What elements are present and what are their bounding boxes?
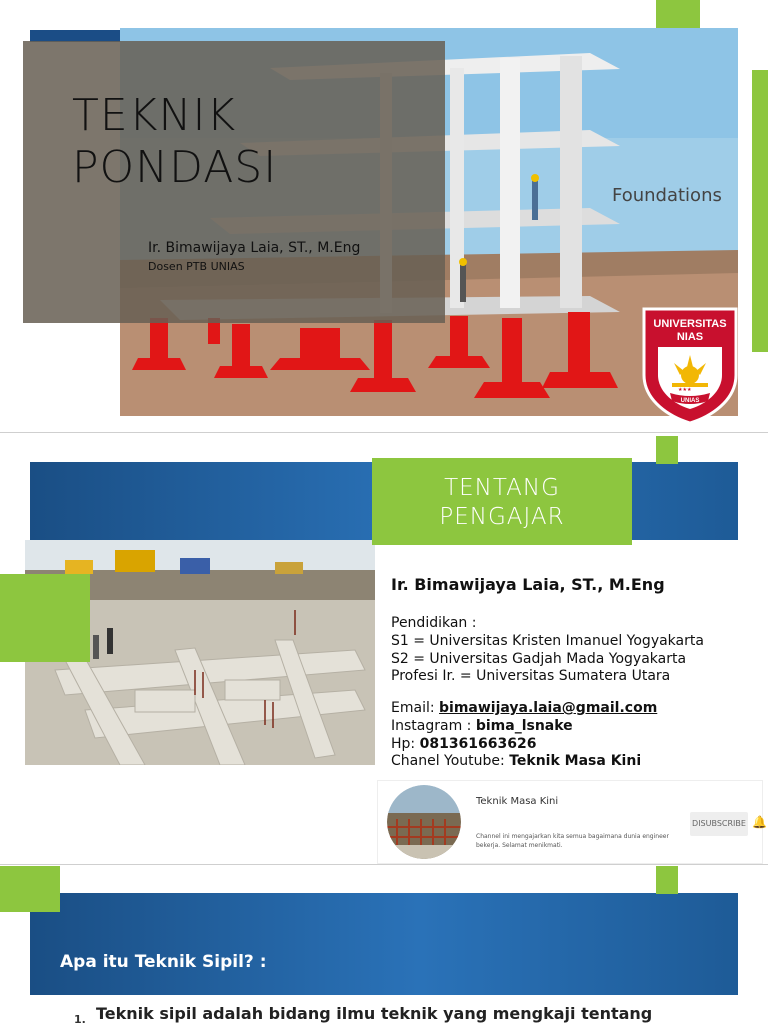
section-heading: Apa itu Teknik Sipil? :: [60, 952, 267, 972]
education-profesi: Profesi Ir. = Universitas Sumatera Utara: [391, 668, 671, 684]
instagram-line: [391, 718, 573, 735]
instagram-label: Instagram :: [391, 718, 476, 734]
author-role: Dosen PTB UNIAS: [148, 260, 245, 273]
green-accent-left: [0, 574, 90, 662]
youtube-channel: Teknik Masa Kini: [509, 753, 642, 769]
green-accent-left: [0, 866, 60, 912]
email-label: Email:: [391, 700, 440, 716]
youtube-line: [391, 753, 641, 770]
instructor-name: Ir. Bimawijaya Laia, ST., M.Eng: [391, 575, 665, 594]
svg-text:★★★: ★★★: [678, 387, 692, 393]
channel-avatar[interactable]: [387, 785, 461, 859]
image-label: Foundations: [612, 185, 722, 206]
phone-label: Hp:: [391, 736, 420, 752]
section-heading: [372, 474, 632, 532]
education-s1: S1 = Universitas Kristen Imanuel Yogyakarta: [391, 633, 704, 649]
phone-number: 081361663626: [419, 736, 537, 752]
green-accent-top: [656, 436, 678, 464]
author-name: Ir. Bimawijaya Laia, ST., M.Eng: [148, 240, 361, 256]
card-channel-name[interactable]: Teknik Masa Kini: [476, 796, 559, 807]
title-line-2: PONDASI: [72, 142, 278, 193]
green-accent-top: [656, 0, 700, 28]
heading-line-2: PENGAJAR: [439, 504, 565, 530]
subscribe-button[interactable]: DISUBSCRIBE: [690, 812, 748, 836]
logo-text-line-1: UNIVERSITAS: [653, 318, 727, 330]
instagram-handle: bima_lsnake: [475, 718, 573, 734]
logo-text-line-2: NIAS: [676, 331, 704, 343]
email-line: [391, 700, 657, 717]
card-channel-description: Channel ini mengajarkan kita semua bagaimana dunia engineer bekerja. Selamat menikmati.: [476, 833, 669, 849]
slide-divider: [0, 864, 768, 865]
email-link[interactable]: bimawijaya.laia@gmail.com: [439, 700, 658, 716]
green-accent-right: [752, 70, 768, 352]
education-s2: S2 = Universitas Gadjah Mada Yogyakarta: [391, 651, 687, 667]
logo-ribbon-text: UNIAS: [680, 398, 700, 404]
youtube-label: Chanel Youtube:: [391, 753, 510, 769]
slide-divider: [0, 432, 768, 433]
education-label: Pendidikan :: [391, 615, 477, 631]
list-item: Teknik sipil adalah bidang ilmu teknik yang mengkaji tentang: [96, 1004, 653, 1023]
list-item-number: 1.: [74, 1013, 86, 1026]
bell-icon[interactable]: 🔔: [752, 815, 767, 829]
heading-line-1: TENTANG: [444, 475, 560, 501]
title-line-1: TEKNIK: [72, 90, 237, 141]
phone-line: [391, 736, 537, 753]
green-accent-top: [656, 866, 678, 894]
presentation-title: [72, 90, 277, 194]
